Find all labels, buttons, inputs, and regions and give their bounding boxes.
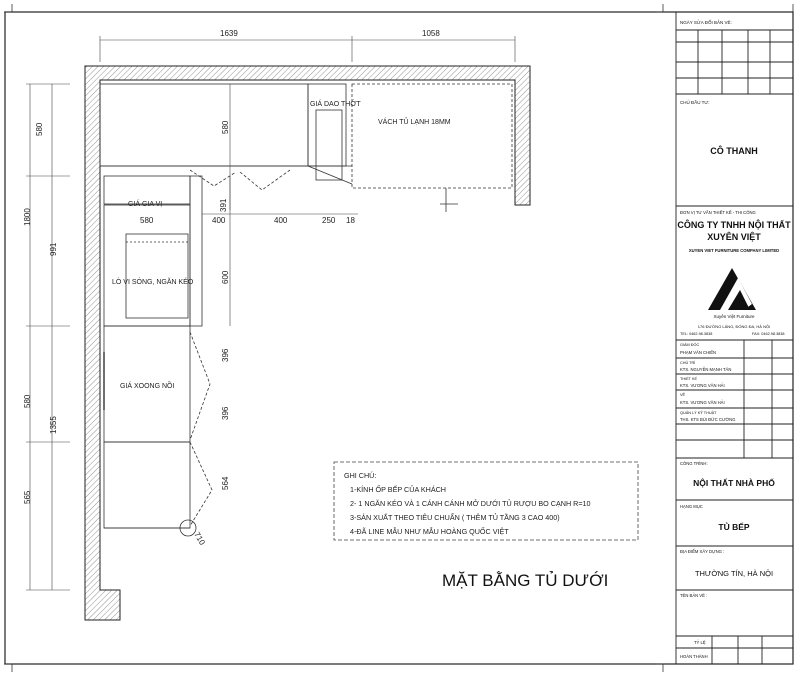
notes-item: 2- 1 NGĂN KÉO VÀ 1 CÁNH CÁNH MỞ DƯỚI TỦ RƯỢU BO CẠNH R=10 (350, 499, 591, 508)
label-vach-tu-lanh: VÁCH TỦ LẠNH 18MM (378, 119, 451, 126)
item-name: TỦ BẾP (718, 522, 750, 532)
corner-marks (4, 4, 793, 672)
company-logo (708, 268, 756, 310)
upper-cabinet-run (100, 84, 512, 212)
dim-left-1355: 1355 (49, 416, 58, 434)
director-label: GIÁM ĐỐC (680, 343, 700, 347)
dim-left-580-upper: 580 (35, 122, 44, 136)
draw-name: KTS. VƯƠNG VĂN HẢI (680, 400, 725, 405)
design-name: KTS. VƯƠNG VĂN HẢI (680, 383, 725, 388)
chief-label: CHỦ TRÌ (680, 361, 696, 365)
dim-inner-400-b: 400 (274, 216, 288, 225)
dim-inner-18: 18 (346, 216, 355, 225)
dim-inner-391: 391 (219, 198, 228, 212)
dim-inner-580-a: 580 (221, 120, 230, 134)
draw-label: VẼ (680, 393, 686, 397)
qa-name: THS. KTS BÙI ĐỨC CƯỜNG (680, 417, 736, 422)
scale-label: TỶ LỆ (694, 640, 706, 645)
company-name-2: XUYÊN VIỆT (707, 232, 761, 242)
dim-inner-564: 564 (221, 476, 230, 490)
dim-top-left: 1639 (220, 29, 238, 38)
dim-left-991: 991 (49, 242, 58, 256)
qa-label: QUẢN LÝ KỸ THUẬT (680, 411, 717, 415)
notes-title: GHI CHÚ: (344, 471, 377, 480)
completion-label: HOÀN THÀNH (680, 654, 708, 659)
chief-name: KTS. NGUYỄN MẠNH TÂN (680, 367, 732, 372)
project-label: CÔNG TRÌNH: (680, 461, 708, 466)
label-lo-vi-song: LÒ VI SÓNG, NGĂN KÉO (112, 279, 194, 286)
director-name: PHẠM VĂN CHIẾN (680, 350, 717, 355)
dim-left-565: 565 (23, 490, 32, 504)
design-label: THIẾT KẾ (680, 377, 698, 381)
sheet-name-label: TÊN BẢN VẼ : (680, 593, 708, 598)
investor-label: CHỦ ĐẦU TƯ: (680, 100, 710, 105)
walls (85, 66, 530, 620)
left-cabinet-run (104, 170, 290, 536)
dim-inner-396-a: 396 (221, 348, 230, 362)
revision-label: NGÀY SỬA ĐỔI BẢN VẼ: (680, 20, 732, 25)
dim-top-right: 1058 (422, 29, 440, 38)
company-name-en: XUYEN VIET FURNITURE COMPANY LIMITED (688, 248, 780, 253)
dim-inner-710: 710 (192, 530, 207, 547)
drawing-title: MẶT BẰNG TỦ DƯỚI (442, 571, 609, 590)
location-label: ĐỊA ĐIỂM XÂY DỰNG : (680, 549, 725, 554)
notes-item: 4-ĐÃ LINE MẪU NHƯ MẪU HOÀNG QUỐC VIỆT (350, 527, 509, 536)
dim-inner-396-b: 396 (221, 406, 230, 420)
designer-label: ĐƠN VỊ TƯ VẤN THIẾT KẾ - THI CÔNG (680, 210, 756, 215)
sheet-border (5, 12, 793, 664)
dim-inner-580-b: 580 (140, 216, 154, 225)
investor-name: CÔ THANH (710, 146, 758, 156)
dim-inner-600: 600 (221, 270, 230, 284)
label-gia-xoong-noi: GIÁ XOONG NỒI (120, 383, 175, 390)
item-label: HẠNG MỤC (680, 504, 703, 509)
location-name: THƯỜNG TÍN, HÀ NỘI (694, 569, 774, 578)
project-name: NỘI THẤT NHÀ PHỐ (693, 478, 775, 488)
title-block-frame (676, 12, 793, 664)
label-gia-dao-thot: GIÁ DAO THỚT (310, 101, 361, 108)
notes-item: 3-SẢN XUẤT THEO TIÊU CHUẨN ( THÊM TỦ TẦNG 3 CAO 400) (350, 513, 560, 522)
dim-inner-400-a: 400 (212, 216, 226, 225)
logo-caption: Xuyên Việt Furniture (713, 314, 755, 319)
label-gia-gia-vi: GIÁ GIA VỊ (128, 201, 163, 208)
company-fax: FAX: 0462.98.3838 (752, 332, 785, 336)
company-name-1: CÔNG TY TNHH NỘI THẤT (677, 220, 791, 230)
dim-left-580-lower: 580 (23, 394, 32, 408)
dim-inner-250: 250 (322, 216, 336, 225)
dim-left-1800: 1800 (23, 208, 32, 226)
notes-item: 1-KÍNH ỐP BẾP CỦA KHÁCH (350, 485, 446, 494)
company-tel: TEL: 0462.98.3838 (680, 332, 713, 336)
company-address: 176 ĐƯỜNG LÁNG, ĐỐNG ĐA, HÀ NỘI (697, 324, 771, 329)
